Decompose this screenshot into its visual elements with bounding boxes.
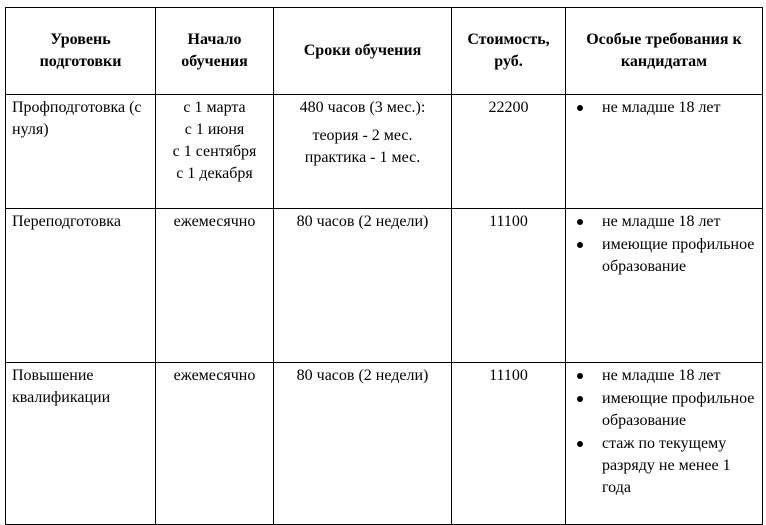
requirement-item [572, 234, 756, 278]
start-line: с 1 сентября [172, 143, 257, 160]
requirement-text: имеющие профильное образование [602, 390, 755, 429]
header-requirements: Особые требования к кандидатам [566, 8, 763, 95]
bullet-icon [577, 441, 583, 447]
cost-cell: 11100 [452, 209, 566, 363]
requirement-item [572, 365, 756, 387]
requirements-list [566, 95, 762, 119]
duration-line: 80 часов (2 недели) [296, 213, 429, 230]
table-row [6, 95, 763, 209]
cost-cell: 11100 [452, 363, 566, 525]
start-line: с 1 декабря [176, 165, 253, 182]
duration-line: 80 часов (2 недели) [296, 367, 429, 384]
duration-line: практика - 1 мес. [304, 149, 421, 166]
requirement-item [572, 211, 756, 233]
bullet-icon [577, 219, 583, 225]
requirement-item [572, 388, 756, 432]
bullet-icon [577, 396, 583, 402]
requirement-text: не младше 18 лет [602, 367, 721, 384]
duration-line: теория - 2 мес. [312, 127, 413, 144]
duration-line: 480 часов (3 мес.): [299, 99, 426, 116]
level-cell: Переподготовка [6, 209, 156, 363]
level-cell: Повышение квалификации [6, 363, 156, 525]
start-cell [156, 363, 274, 525]
table-row [6, 209, 763, 363]
header-duration: Сроки обучения [274, 8, 452, 95]
cost-cell: 22200 [452, 95, 566, 209]
requirements-cell [566, 209, 763, 363]
start-line: ежемесячно [173, 213, 256, 230]
requirement-text: имеющие профильное образование [602, 236, 755, 275]
requirements-cell [566, 363, 763, 525]
level-cell: Профподготовка (с нуля) [6, 95, 156, 209]
bullet-icon [577, 105, 583, 111]
duration-cell [274, 209, 452, 363]
header-start: Начало обучения [156, 8, 274, 95]
table-row [6, 363, 763, 525]
header-row [6, 8, 763, 95]
start-line: с 1 марта [183, 99, 246, 116]
requirements-list [566, 209, 762, 278]
requirement-text: стаж по текущему разряду не менее 1 года [602, 435, 731, 496]
bullet-icon [577, 373, 583, 379]
header-cost: Стоимость, руб. [452, 8, 566, 95]
start-cell [156, 209, 274, 363]
requirement-text: не младше 18 лет [602, 213, 721, 230]
start-line: с 1 июня [184, 121, 245, 138]
header-level: Уровень подготовки [6, 8, 156, 95]
requirements-cell [566, 95, 763, 209]
duration-cell [274, 363, 452, 525]
requirement-item [572, 97, 756, 119]
requirement-text: не младше 18 лет [602, 99, 721, 116]
start-line: ежемесячно [173, 367, 256, 384]
start-cell [156, 95, 274, 209]
bullet-icon [577, 242, 583, 248]
duration-cell [274, 95, 452, 209]
requirement-item [572, 433, 756, 499]
requirements-list [566, 363, 762, 499]
training-table [5, 7, 763, 525]
